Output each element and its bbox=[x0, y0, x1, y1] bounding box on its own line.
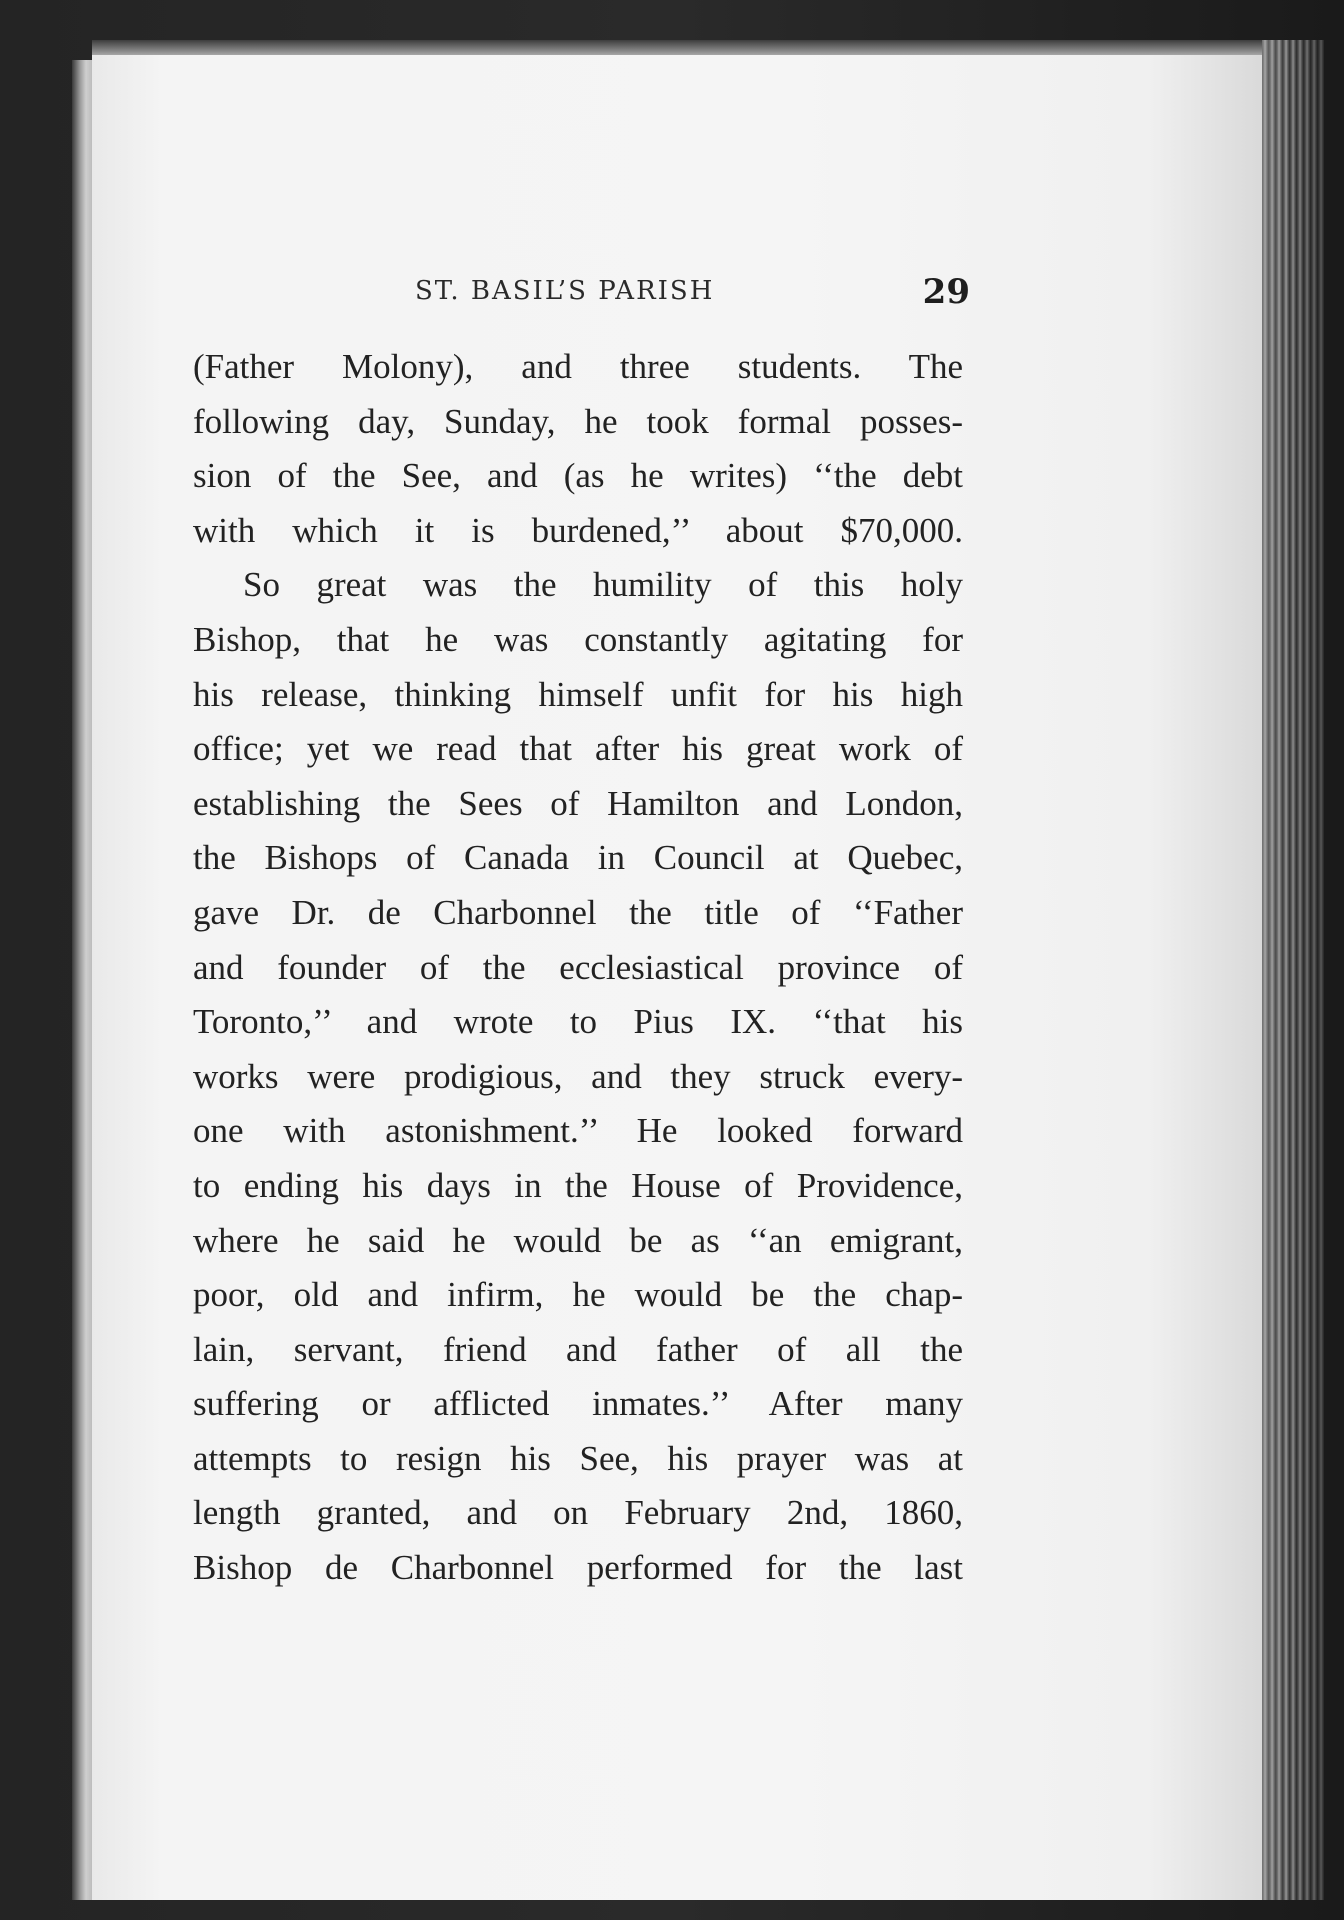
running-title: ST. BASIL’S PARISH bbox=[415, 276, 715, 306]
text-line: works were prodigious, and they struck every- bbox=[193, 1056, 963, 1096]
book-spine-edge bbox=[72, 60, 92, 1900]
text-line: where he said he would be as ‘‘an emigrant, bbox=[193, 1220, 963, 1260]
text-line: and founder of the ecclesiastical province of bbox=[193, 947, 963, 987]
book-fore-edge-shade bbox=[1262, 40, 1324, 1900]
text-line: sion of the See, and (as he writes) ‘‘the debt bbox=[193, 456, 963, 496]
text-line: lain, servant, friend and father of all the bbox=[193, 1329, 963, 1369]
text-line: gave Dr. de Charbonnel the title of ‘‘Father bbox=[193, 892, 963, 932]
text-line: following day, Sunday, he took formal posses- bbox=[193, 401, 963, 441]
text-line: Bishop de Charbonnel performed for the last bbox=[193, 1548, 963, 1588]
running-header bbox=[190, 268, 970, 318]
text-line: his release, thinking himself unfit for his high bbox=[193, 674, 963, 714]
text-line: the Bishops of Canada in Council at Quebec, bbox=[193, 838, 963, 878]
text-line: poor, old and infirm, he would be the chap- bbox=[193, 1275, 963, 1315]
text-line: Bishop, that he was constantly agitating for bbox=[193, 619, 963, 659]
text-line: suffering or afflicted inmates.’’ After many bbox=[193, 1384, 963, 1424]
text-line: So great was the humility of this holy bbox=[243, 565, 963, 605]
text-line: with which it is burdened,’’ about $70,000. bbox=[193, 510, 963, 550]
text-line: to ending his days in the House of Providence, bbox=[193, 1165, 963, 1205]
text-line: (Father Molony), and three students. The bbox=[193, 347, 963, 386]
text-line: office; yet we read that after his great work of bbox=[193, 729, 963, 769]
text-line: attempts to resign his See, his prayer was at bbox=[193, 1438, 963, 1478]
body-text bbox=[193, 340, 963, 1596]
text-line: length granted, and on February 2nd, 1860, bbox=[193, 1493, 963, 1533]
text-line: one with astonishment.’’ He looked forward bbox=[193, 1111, 963, 1151]
text-line: establishing the Sees of Hamilton and London, bbox=[193, 783, 963, 823]
text-line: Toronto,’’ and wrote to Pius IX. ‘‘that his bbox=[193, 1002, 963, 1042]
page-number: 29 bbox=[922, 272, 970, 312]
